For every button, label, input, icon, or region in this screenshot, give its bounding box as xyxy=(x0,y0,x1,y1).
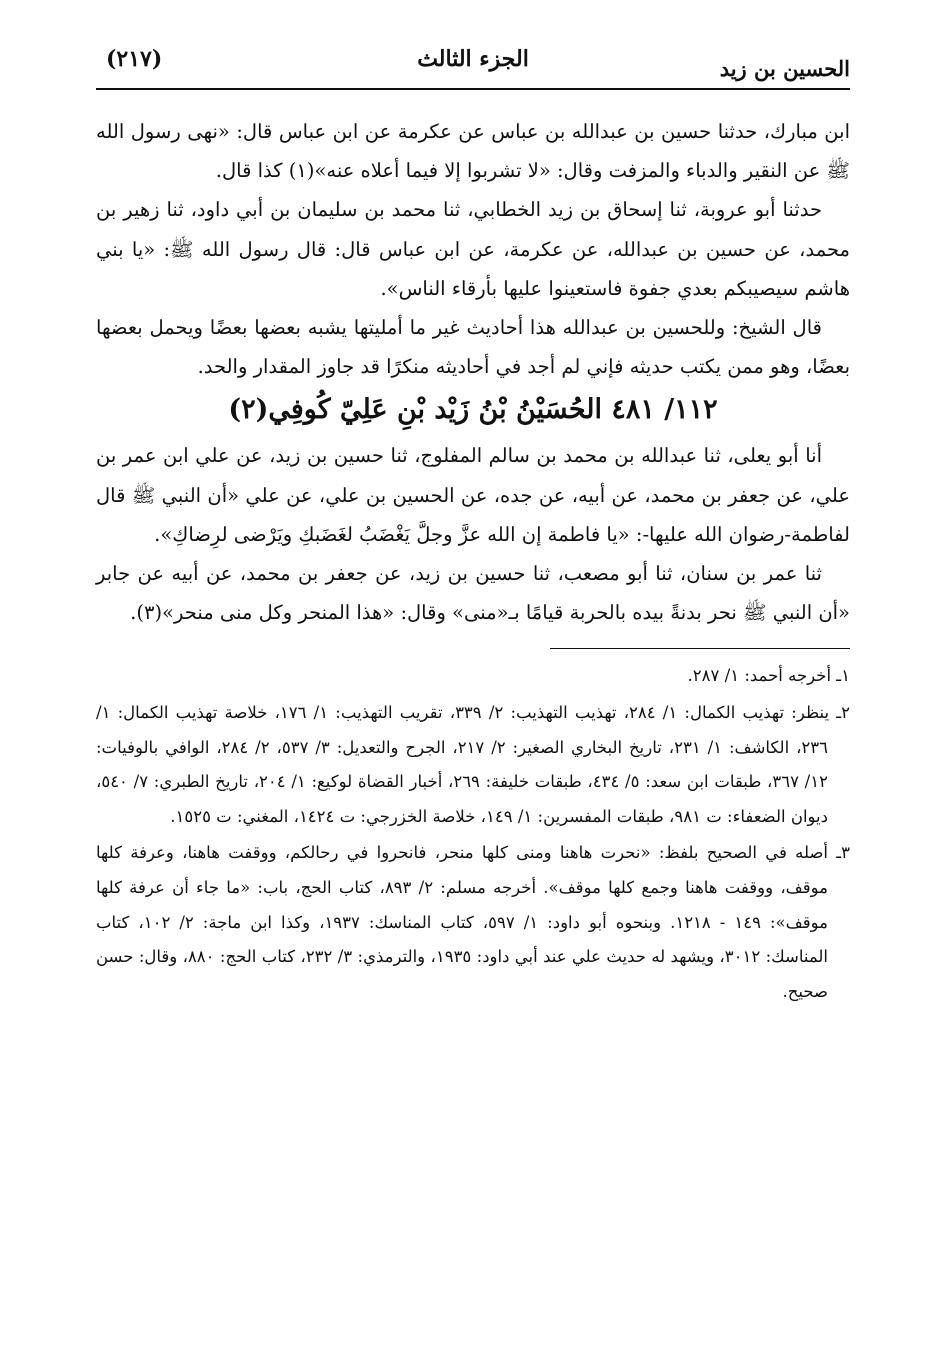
entry-heading: ١١٢/ ٤٨١ الحُسَيْنُ بْنُ زَيْد بْنِ عَلِيّ كُوفِي(٢) xyxy=(228,394,718,426)
footnote: ١ـ أخرجه أحمد: ١/ ٢٨٧. xyxy=(687,666,850,686)
book-page xyxy=(96,32,850,1332)
main-text xyxy=(96,112,850,632)
volume-title: الجزء الثالث xyxy=(417,46,529,72)
paragraph: ابن مبارك، حدثنا حسين بن عبدالله بن عباس عن عكرمة عن ابن عباس قال: «نهى رسول الله ﷺ عن النقير والدباء والمزفت وقال: «لا تشربوا إلا فيما أعلاه عنه»(١) كذا قال. xyxy=(96,120,850,183)
paragraph: أنا أبو يعلى، ثنا عبدالله بن محمد بن سالم المفلوج، ثنا حسين بن زيد، عن علي ابن عمر بن علي، عن جعفر بن محمد، عن أبيه، عن جده، عن الحسين بن علي، عن علي «أن النبي ﷺ قال لفاطمة-رضوان الله عليها-: «يا فاطمة إن الله عزَّ وجلَّ يَغْضَبُ لغَضَبكِ ويَرْضى لرِضاكِ». xyxy=(96,444,850,546)
page-number: (٢١٧) xyxy=(106,46,163,72)
footnote-separator xyxy=(550,648,850,649)
paragraph: قال الشيخ: وللحسين بن عبدالله هذا أحاديث غير ما أمليتها يشبه بعضها بعضًا ويحمل بعضها بعضًا، وهو ممن يكتب حديثه فإني لم أجد في أحاديثه منكرًا قد جاوز المقدار والحد. xyxy=(96,316,850,379)
footnotes xyxy=(96,659,850,1009)
footnote: ٢ـ ينظر: تهذيب الكمال: ١/ ٢٨٤، تهذيب التهذيب: ٢/ ٣٣٩، تقريب التهذيب: ١/ ١٧٦، خلاصة تهذيب الكمال: ١/ ٢٣٦، الكاشف: ١/ ٢٣١، تاريخ البخاري الصغير: ٢/ ٢١٧، الجرح والتعديل: ٣/ ٥٣٧، ٢/ ٢٨٤، الوافي بالوفيات: ١٢/ ٣٦٧، طبقات ابن سعد: ٥/ ٤٣٤، طبقات خليفة: ٢٦٩، أخبار القضاة لوكيع: ١/ ٢٠٤، تاريخ الطبري: ٧/ ٥٤٠، ديوان الضعفاء: ت ٩٨١، طبقات المفسرين: ١/ ١٤٩، خلاصة الخزرجي: ت ١٤٢٤، المغني: ت ١٥٢٥. xyxy=(96,703,850,826)
paragraph: ثنا عمر بن سنان، ثنا أبو مصعب، ثنا حسين بن زيد، عن جعفر بن محمد، عن أبيه عن جابر «أن النبي ﷺ نحر بدنةً بيده بالحربة قيامًا بـ«منى» وقال: «هذا المنحر وكل منى منحر»(٣). xyxy=(96,562,850,625)
footnote: ٣ـ أصله في الصحيح بلفظ: «نحرت هاهنا ومنى كلها منحر، فانحروا في رحالكم، ووقفت هاهنا، وعرفة كلها موقف، ووقفت هاهنا وجمع كلها موقف». أخرجه مسلم: ٢/ ٨٩٣، كتاب الحج، باب: «ما جاء أن عرفة كلها موقف»: ١٤٩ - ١٢١٨. وبنحوه أبو داود: ١/ ٥٩٧، كتاب المناسك: ١٩٣٧، وكذا ابن ماجة: ٢/ ١٠٢، كتاب المناسك: ٣٠١٢، ويشهد له حديث علي عند أبي داود: ١٩٣٥، والترمذي: ٣/ ٢٣٢، كتاب الحج: ٨٨٠، وقال: حسن صحيح. xyxy=(96,843,850,1001)
running-head xyxy=(96,32,850,90)
entry-name-header: الحسين بن زيد xyxy=(719,56,850,81)
paragraph: حدثنا أبو عروبة، ثنا إسحاق بن زيد الخطابي، ثنا محمد بن سليمان بن أبي داود، ثنا زهير بن محمد، عن حسين بن عبدالله، عن عكرمة، عن ابن عباس قال: قال رسول الله ﷺ: «يا بني هاشم سيصيبكم بعدي جفوة فاستعينوا عليها بأرقاء الناس». xyxy=(96,198,850,300)
